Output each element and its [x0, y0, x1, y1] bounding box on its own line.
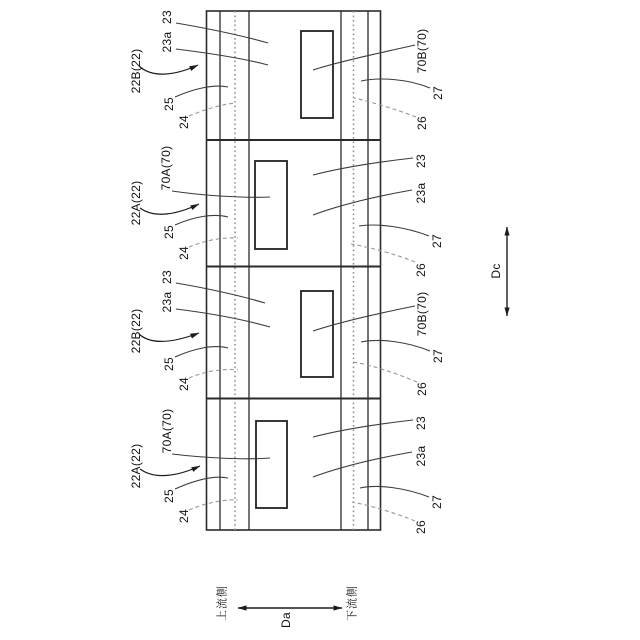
partition-lines: [207, 140, 381, 399]
leader-26-s1: [354, 98, 416, 117]
label-23a-s4: 23a: [414, 445, 428, 467]
label-23-s2: 23: [414, 154, 428, 168]
leader-24-s4: [189, 500, 238, 510]
label-27-s3: 27: [431, 349, 445, 363]
label-27-s4: 27: [430, 495, 444, 509]
leader-23-s1: [176, 23, 268, 43]
leader-23-s2: [313, 158, 413, 175]
label-25-s1: 25: [162, 97, 176, 111]
leader-23a-s3: [176, 309, 270, 327]
label-25-s2: 25: [162, 225, 176, 239]
leader-22A-s4: [140, 466, 200, 476]
leader-27-s4: [360, 486, 429, 497]
label-23-s3: 23: [160, 270, 174, 284]
label-70A-s2: 70A(70): [159, 145, 173, 191]
leader-22B-s1: [139, 65, 198, 74]
label-27-s2: 27: [430, 234, 444, 248]
da-axis-label: Da: [279, 612, 293, 628]
label-26-s2: 26: [414, 263, 428, 277]
label-23a-s1: 23a: [160, 31, 174, 53]
leader-24-s3: [189, 369, 238, 378]
leader-23a-s1: [176, 49, 268, 65]
leader-22A-s2: [140, 204, 199, 214]
heater-rect-section4: [256, 421, 287, 508]
label-26-s3: 26: [415, 382, 429, 396]
downstream-label: 下流側: [346, 585, 359, 621]
label-27-s1: 27: [431, 86, 445, 100]
label-22B-s1: 22B(22): [129, 48, 143, 94]
heater-rects: [255, 31, 333, 508]
leader-23-s4: [313, 420, 413, 437]
label-26-s4: 26: [414, 520, 428, 534]
heater-rect-section1: [301, 31, 333, 118]
axis-arrows: [238, 227, 507, 608]
label-25-s4: 25: [162, 489, 176, 503]
upstream-label: 上流側: [216, 585, 229, 621]
label-23-s1: 23: [160, 10, 174, 24]
duct-outer-rect: [207, 11, 381, 530]
dc-axis-label: Dc: [489, 263, 503, 279]
duct-inner-wall-lines: [220, 11, 368, 530]
leader-27-s3: [361, 340, 430, 351]
label-23a-s2: 23a: [414, 182, 428, 204]
heater-rect-section3: [301, 291, 333, 377]
label-22B-s3: 22B(22): [129, 308, 143, 354]
groove-center-dotted-lines: [235, 11, 354, 530]
leader-24-s1: [189, 103, 236, 116]
leader-26-s3: [353, 362, 417, 382]
label-24-s2: 24: [177, 246, 191, 260]
label-22A-s2: 22A(22): [129, 180, 143, 226]
leader-23a-s4: [313, 452, 412, 477]
leader-27-s2: [359, 225, 429, 236]
label-23-s4: 23: [414, 416, 428, 430]
label-24-s3: 24: [177, 377, 191, 391]
label-23a-s3: 23a: [160, 291, 174, 313]
leader-26-s2: [351, 244, 415, 262]
leader-27-s1: [361, 79, 430, 88]
leader-22B-s3: [139, 333, 199, 341]
leader-23a-s2: [313, 190, 412, 215]
label-70A-s4: 70A(70): [160, 408, 174, 454]
label-24-s4: 24: [177, 509, 191, 523]
leader-24-s2: [189, 238, 238, 247]
label-70B-s3: 70B(70): [415, 291, 429, 337]
label-70B-s1: 70B(70): [415, 28, 429, 74]
heater-rect-section2: [255, 161, 287, 249]
label-25-s3: 25: [162, 357, 176, 371]
duct-outline: [207, 11, 381, 530]
label-24-s1: 24: [177, 115, 191, 129]
leader-26-s4: [352, 502, 415, 521]
label-26-s1: 26: [415, 116, 429, 130]
label-22A-s4: 22A(22): [129, 443, 143, 489]
